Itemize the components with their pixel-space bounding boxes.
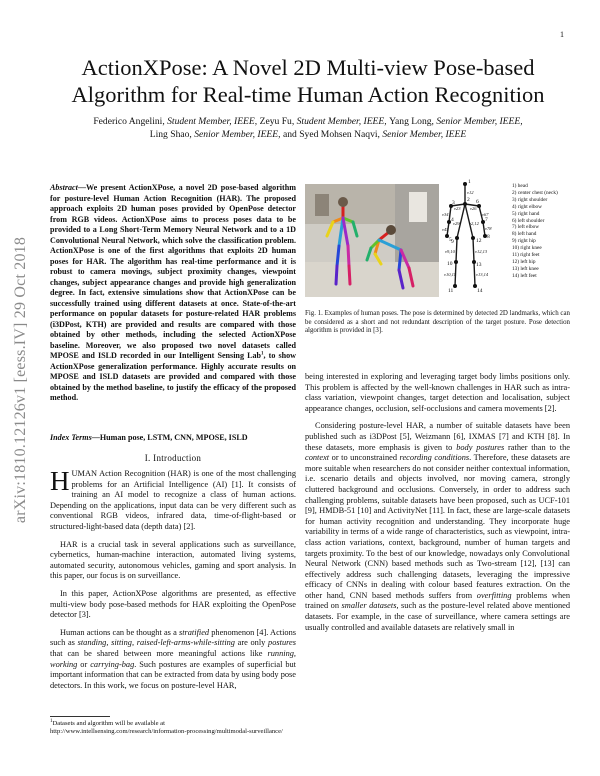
author-role: Senior Member, IEEE	[382, 128, 467, 140]
vector-label: v45	[442, 227, 449, 232]
vector-label: v2,12	[469, 221, 479, 226]
node-number: 11	[448, 288, 454, 294]
text: problems when trained on	[305, 590, 570, 611]
paragraph	[305, 421, 570, 633]
author-name: Yang Long,	[389, 116, 437, 127]
author-name: Federico Angelini,	[93, 116, 168, 127]
legend-item: 3) right shoulder	[512, 196, 548, 203]
skeleton-diagram	[443, 178, 523, 303]
vector-label: v29	[453, 221, 460, 226]
text: Human actions can be thought as a	[60, 627, 179, 637]
node-number: 8	[487, 234, 490, 240]
figure-caption: Fig. 1. Examples of human poses. The pose is determined by detected 2D landmarks, which can be considered as a short and not redundant description of the target posture. Pose detection algorithm is provided in [3].	[305, 310, 570, 335]
node-number: 2	[467, 197, 470, 203]
author-role: Senior Member, IEEE,	[194, 128, 283, 140]
index-terms-text: —Human pose, LSTM, CNN, MPOSE, ISLD	[91, 433, 248, 442]
author-name: and Syed Mohsen Naqvi,	[282, 128, 383, 140]
vector-label: v78	[485, 226, 492, 231]
paper-title	[48, 54, 568, 108]
author-line-2	[58, 129, 558, 142]
legend-item: 4) right elbow	[512, 203, 543, 210]
right-column-body	[305, 372, 570, 640]
landmark-node	[454, 260, 458, 264]
author-name: Zeyu Fu,	[259, 116, 297, 127]
abstract-text-end: , to show ActionXPose generalization performance. Highly accurate results on MPOSE and ISLD datasets are provided and compared with those obtained by the method baseline, to justify the efficacy of the proposed method.	[50, 351, 297, 402]
vector-label: v67	[482, 212, 489, 217]
legend-item: 12) left hip	[512, 258, 536, 265]
legend-item: 2) center chest (neck)	[512, 189, 558, 196]
paragraph	[50, 466, 296, 533]
node-number: 7	[485, 217, 488, 223]
abstract	[50, 183, 296, 404]
footnote-ref: 1	[261, 351, 264, 357]
node-number: 10	[447, 261, 453, 267]
text: rather than to the	[504, 442, 570, 452]
emphasis: stratified	[178, 627, 210, 637]
vector-label: v13,14	[476, 272, 489, 277]
text: that can be shared between more meaningful actions like	[50, 648, 268, 658]
vector-label: v34	[442, 212, 449, 217]
author-role: Senior Member, IEEE,	[436, 116, 523, 127]
legend-item: 13) left knee	[512, 265, 539, 272]
author-role: Student Member, IEEE,	[167, 116, 260, 127]
vector-label: v12	[467, 190, 474, 195]
node-number: 12	[476, 238, 482, 244]
landmark-node	[455, 236, 459, 240]
footnote-rule	[50, 716, 110, 717]
emphasis: body postures	[456, 442, 505, 452]
landmark-node	[453, 284, 457, 288]
author-line-1	[58, 116, 558, 129]
dropcap: H	[50, 466, 70, 496]
text: or to unconstrained	[329, 453, 400, 463]
arxiv-stamp	[10, 200, 32, 560]
text: . Such postures are examples of superficial but important information that can be extracted from data by using body pose detectors. In this work, we focus on posture-level HAR,	[50, 659, 296, 690]
footnote-text: Datasets and algorithm will be available at http://www.intellsensing.com/research/information-processing/multimodal-surveillance/	[50, 720, 283, 736]
text: , such as the posture-level related above mentioned datasets. For example, in the case of surveillance, where camera settings are usually controlled and available datasets are relatively small in	[305, 601, 570, 632]
figure-1	[305, 178, 570, 303]
abstract-text: —We present ActionXPose, a novel 2D pose-based algorithm for posture-level Human Action Recognition (HAR). The proposed approach exploits 2D human poses provided by OpenPose detector from RGB videos. ActionXPose aims to process poses data to be provided to a Long Short-Term Memory Neural Network and to a 1D Convolutional Neural Network, which solve the classification problem. ActionXPose is one of the first algorithms that exploits 2D human poses for HAR. The algorithm has real-time performance and it is robust to camera movings, subject proximity changes, viewpoint changes, subject appearance changes and provide high generalization degree. In fact, extensive simulations show that ActionXPose can be successfully trained using different datasets at once. State-of-the-art performance on popular datasets for posture-related HAR problems (i3DPost, KTH) are provided and results are compared with those obtained by other methods, including the selected ActionXPose baseline. Moreover, we also proposed two novel datasets called MPOSE and ISLD recorded in our Intelligent Sensing Lab	[50, 183, 296, 360]
introduction-body	[50, 466, 296, 698]
vector-label: v23	[454, 206, 461, 211]
legend-item: 6) left shoulder	[512, 217, 545, 224]
text: Considering posture-level HAR, a number of suitable datasets have been published such as i3DPost [5], Weizmann [6], IXMAS [7] and KTH [8]. In these datasets, more emphasis is given to	[305, 421, 570, 452]
emphasis: context	[305, 453, 330, 463]
landmark-node	[463, 182, 467, 186]
node-number: 5	[449, 237, 452, 243]
legend-item: 8) left hand	[512, 231, 537, 238]
author-name: Ling Shao,	[149, 128, 195, 140]
index-terms	[50, 433, 296, 444]
vector-label: v26	[470, 206, 477, 211]
author-list	[58, 116, 558, 141]
landmark-node	[471, 236, 475, 240]
landmark-legend	[512, 183, 572, 280]
text: phenomenon [4]. Actions such as	[50, 627, 296, 648]
legend-item: 7) left elbow	[512, 224, 540, 231]
emphasis: postures	[268, 638, 296, 648]
node-number: 4	[451, 217, 454, 223]
index-terms-lead: Index Terms	[50, 433, 92, 442]
arxiv-stamp-text: arXiv:1810.12126v1 [eess.IV] 29 Oct 2018	[12, 236, 29, 524]
legend-item: 1) head	[512, 183, 528, 189]
pose-photo-illustration	[305, 184, 439, 297]
vector-label: v10,11	[444, 272, 456, 277]
text: . Therefore, these datasets are more suitable when researchers do not consider neither contextual information, i.e. scenario details and objects involved, nor moving camera, strongly cluttered background and occlusions. Conversely, in order to address such challenging problems, suitable datasets have been proposed, such as UCF-101 [9], HMDB-51 [10] and ActivityNet [11]. In fact, these are large-scale datasets for human activity recognition and understanding. They incorporate huge variability in terms of a wide range of characteristics, such as viewpoint, intra-class action variations, context, background, number of human targets and targets proximity. To the best of our knowledge, nowadays only Convolutional Neural Network (CNN) based methods such as Two-stream [12], [13] can effectively address such challenging datasets, leveraging the impressive efficacy of CNNs in dealing with colour based features extraction. On the other hand, CNN based methods suffers from	[305, 453, 571, 600]
emphasis: overfitting	[476, 590, 512, 600]
paragraph	[50, 628, 296, 692]
abstract-lead: Abstract	[50, 183, 78, 192]
vector-label: v12,13	[475, 249, 488, 254]
legend-item: 14) left feet	[512, 272, 537, 279]
paragraph: being interested in exploring and leveraging target body limbs positions only. This problem is affected by the well-known challenges in HAR such as intra-class variation, viewpoint changes, target detection and localisation, subject appearance changes, occlusion, self-occlusions and camera movements [2].	[305, 372, 570, 413]
footnote-mark: 1	[50, 718, 53, 724]
node-number: 1	[468, 179, 471, 185]
paragraph-text: UMAN Action Recognition (HAR) is one of the most challenging problems for an Artificial Intelligence (AI) [1]. It consists of training an AI model to recognize a class of human actions. Depending on the applications, input data can be very different such as conventional RGB videos, infrared data, time-of-flight-based or structured-light-based data (depth data) [2].	[50, 469, 296, 531]
legend-item: 9) right hip	[512, 238, 536, 245]
pose-photo	[305, 184, 439, 297]
node-number: 14	[477, 288, 483, 294]
emphasis: recording conditions	[399, 453, 470, 463]
node-number: 13	[476, 262, 482, 268]
node-number: 6	[476, 199, 479, 205]
node-number: 3	[452, 200, 455, 206]
page-number: 1	[560, 30, 564, 39]
legend-item: 10) right knee	[512, 245, 542, 252]
node-number: 9	[451, 239, 454, 245]
legend-item: 11) right feet	[512, 252, 540, 259]
emphasis: smaller datasets	[341, 601, 397, 611]
paragraph: In this paper, ActionXPose algorithms are presented, as effective multi-view body pose-based methods for HAR exploiting the OpenPose detector [3].	[50, 588, 296, 620]
title-line-2: Algorithm for Real-time Human Action Recognition	[71, 82, 545, 107]
emphasis: running, working	[50, 648, 296, 669]
title-line-1: ActionXPose: A Novel 2D Multi-view Pose-based	[81, 55, 535, 80]
section-heading-introduction: I. Introduction	[144, 453, 202, 463]
author-role: Student Member, IEEE,	[296, 116, 390, 127]
text: or	[77, 659, 91, 669]
vector-label: v9,10	[445, 249, 455, 254]
emphasis: standing, sitting, raised-left-arms-while-sitting	[77, 638, 235, 648]
legend-item: 5) right hand	[512, 210, 540, 217]
paragraph: HAR is a crucial task in several applications such as surveillance, cybernetics, human-machine interaction, automated living systems, automated security, autonomous vehicles, gaming and sport analysis. In this paper, our focus is on surveillance.	[50, 539, 296, 581]
text: are only	[234, 638, 269, 648]
footnote	[50, 720, 296, 737]
emphasis: carrying-bag	[90, 659, 135, 669]
